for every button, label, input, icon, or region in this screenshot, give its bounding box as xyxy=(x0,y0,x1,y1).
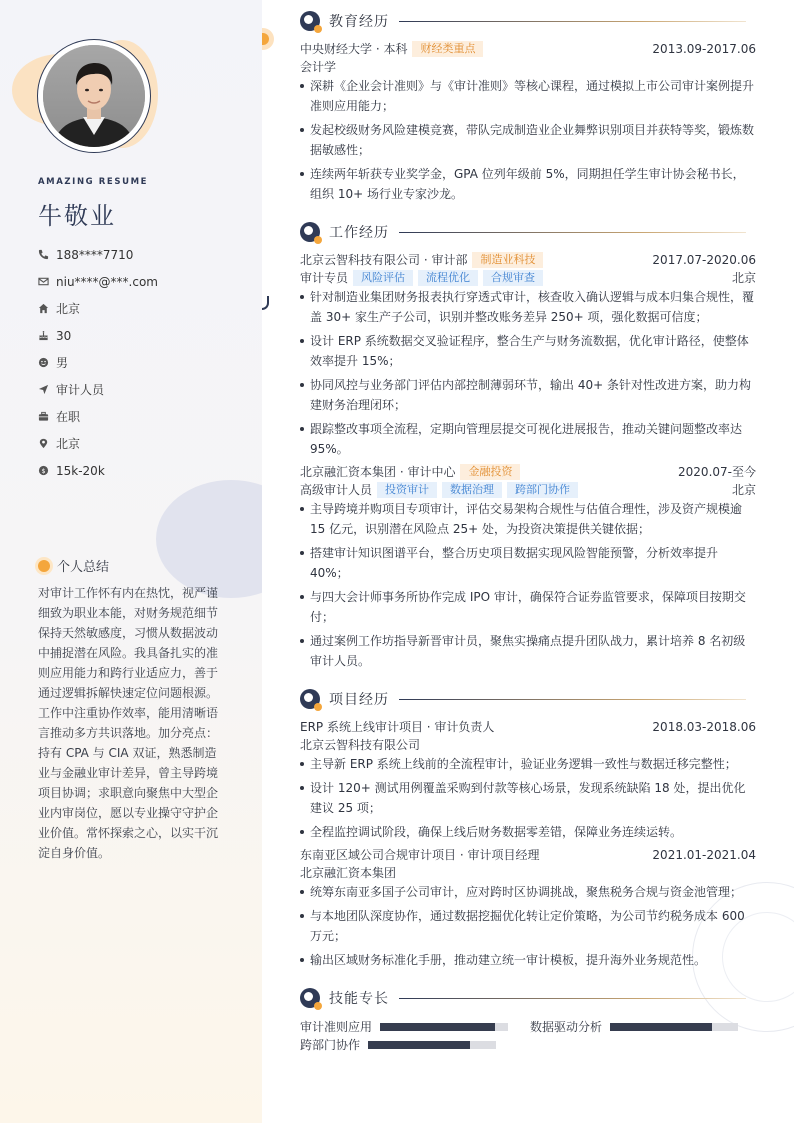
info-text: 北京 xyxy=(56,302,81,316)
job-role: 审计专员 xyxy=(300,271,349,285)
mail-icon xyxy=(38,276,49,287)
send-icon xyxy=(38,384,49,395)
project-row xyxy=(300,846,756,863)
list-item: 与四大会计师事务所协作完成 IPO 审计，确保符合证券监管要求，保障项目按期交付； xyxy=(300,587,756,627)
skill-item xyxy=(300,1036,496,1053)
section-icon xyxy=(300,988,320,1008)
info-location xyxy=(38,430,158,457)
job-tag: 制造业科技 xyxy=(472,252,543,268)
school-tag: 财经类重点 xyxy=(412,41,483,57)
project-name: 东南亚区域公司合规审计项目 · 审计项目经理 xyxy=(300,848,540,862)
list-item: 主导新 ERP 系统上线前的全流程审计，验证业务逻辑一致性与数据迁移完整性； xyxy=(300,754,756,774)
info-text: 审计人员 xyxy=(56,383,105,397)
job-role-row xyxy=(300,269,756,286)
info-status xyxy=(38,403,158,430)
summary-text: 对审计工作怀有内在热忱，视严谨细致为职业本能，对财务规范细节保持天然敏感度，习惯从数据波动中捕捉潜在风险。我具备扎实的准则应用能力和跨行业适应力，善于通过逻辑拆解快速定位问题根源。工作中注重协作效率，能用清晰语言推动多方共识落地。加分亮点：持有 CPA 与 CIA 双证，熟悉制造业与金融业审计差异，曾主导跨境项目协调；求职意向聚焦中大型企业内审岗位，愿以专业操守守护企业价值。常怀探索之心，以实干沉淀自身价值。 xyxy=(38,586,219,860)
decor-blob xyxy=(156,480,262,598)
sidebar xyxy=(0,0,262,1123)
info-text: niu****@***.com xyxy=(56,274,158,289)
job-role: 高级审计人员 xyxy=(300,483,373,497)
skill-bar-fill xyxy=(610,1023,712,1031)
skill-bar xyxy=(368,1041,496,1049)
section-icon xyxy=(300,689,320,709)
decor-arc xyxy=(262,296,269,310)
section-work-header xyxy=(300,222,746,242)
summary-heading xyxy=(38,556,109,575)
info-gender xyxy=(38,349,158,376)
job-tag: 金融投资 xyxy=(460,464,520,480)
skill-item xyxy=(300,1018,508,1035)
section-projects-header xyxy=(300,689,746,709)
project-period: 2021.01-2021.04 xyxy=(652,847,756,862)
project-row xyxy=(300,718,756,735)
section-icon xyxy=(300,222,320,242)
resume-tagline: AMAZING RESUME xyxy=(38,177,149,187)
money-icon xyxy=(38,465,49,476)
job-city: 北京 xyxy=(731,483,756,497)
section-skills-header xyxy=(300,988,746,1008)
list-item: 与本地团队深度协作，通过数据挖掘优化转让定价策略，为公司节约税务成本 600 万元； xyxy=(300,906,756,946)
section-divider xyxy=(399,699,746,700)
list-item: 主导跨境并购项目专项审计，评估交易架构合规性与估值合理性，涉及资产规模逾 15 亿元，识别潜在风险点 25+ 处，为投资决策提供关键依据； xyxy=(300,499,756,539)
skill-name: 审计准则应用 xyxy=(300,1020,373,1034)
avatar xyxy=(43,45,145,147)
skill-tag: 数据治理 xyxy=(442,482,502,498)
skill-tag: 投资审计 xyxy=(377,482,437,498)
job-bullets xyxy=(300,287,756,463)
list-item: 设计 ERP 系统数据交叉验证程序，整合生产与财务流数据，优化审计路径，使整体效率提升 15%； xyxy=(300,331,756,371)
list-item: 统筹东南亚多国子公司审计，应对跨时区协调挑战，聚焦税务合规与资金池管理； xyxy=(300,882,756,902)
skill-bar xyxy=(380,1023,508,1031)
info-text: 北京 xyxy=(56,437,81,451)
project-bullets xyxy=(300,882,756,974)
job-company: 北京云智科技有限公司 · 审计部 xyxy=(300,253,468,267)
contact-info-list xyxy=(38,241,158,484)
home-icon xyxy=(38,303,49,314)
skill-tag: 合规审查 xyxy=(483,270,543,286)
list-item: 设计 120+ 测试用例覆盖采购到付款等核心场景，发现系统缺陷 18 处，提出优化建议 25 项； xyxy=(300,778,756,818)
section-title: 项目经历 xyxy=(329,692,389,708)
education-period: 2013.09-2017.06 xyxy=(652,41,756,56)
info-position xyxy=(38,376,158,403)
skill-tag: 流程优化 xyxy=(418,270,478,286)
list-item: 连续两年斩获专业奖学金，GPA 位列年级前 5%，同期担任学生审计协会秘书长，组织 10+ 场行业专家沙龙。 xyxy=(300,164,756,204)
education-major: 会计学 xyxy=(300,60,337,74)
list-item: 深耕《企业会计准则》与《审计准则》等核心课程，通过模拟上市公司审计案例提升准则应用能力； xyxy=(300,76,756,116)
info-age xyxy=(38,322,158,349)
skill-tag: 跨部门协作 xyxy=(507,482,578,498)
skill-name: 跨部门协作 xyxy=(300,1038,361,1052)
list-item: 协同风控与业务部门评估内部控制薄弱环节，输出 40+ 条针对性改进方案，助力构建财务治理闭环； xyxy=(300,375,756,415)
info-home xyxy=(38,295,158,322)
project-org-row xyxy=(300,736,756,753)
section-title: 技能专长 xyxy=(329,991,389,1007)
job-bullets xyxy=(300,499,756,675)
list-item: 搭建审计知识图谱平台，整合历史项目数据实现风险智能预警，分析效率提升 40%； xyxy=(300,543,756,583)
education-major-row xyxy=(300,58,756,75)
info-text: 188****7710 xyxy=(56,247,134,262)
skill-tag: 风险评估 xyxy=(353,270,413,286)
summary-title: 个人总结 xyxy=(57,560,110,575)
education-bullets xyxy=(300,76,756,208)
job-city: 北京 xyxy=(731,271,756,285)
list-item: 跟踪整改事项全流程，定期向管理层提交可视化进展报告，推动关键问题整改率达 95%。 xyxy=(300,419,756,459)
education-row xyxy=(300,40,756,57)
skill-bar-fill xyxy=(368,1041,470,1049)
skill-bar xyxy=(610,1023,738,1031)
job-row xyxy=(300,463,756,480)
info-text: 30 xyxy=(56,328,72,343)
info-text: 男 xyxy=(56,356,69,370)
avatar-portrait-icon xyxy=(43,45,145,147)
project-bullets xyxy=(300,754,756,846)
list-item: 输出区域财务标准化手册，推动建立统一审计模板，提升海外业务规范性。 xyxy=(300,950,756,970)
section-title: 教育经历 xyxy=(329,14,389,30)
section-education-header xyxy=(300,11,746,31)
phone-icon xyxy=(38,249,49,260)
info-phone xyxy=(38,241,158,268)
project-name: ERP 系统上线审计项目 · 审计负责人 xyxy=(300,720,495,734)
section-divider xyxy=(399,998,746,999)
list-item: 发起校级财务风险建模竞赛，带队完成制造业企业舞弊识别项目并获特等奖，锻炼数据敏感性； xyxy=(300,120,756,160)
skill-name: 数据驱动分析 xyxy=(530,1020,603,1034)
info-text: 15k-20k xyxy=(56,463,105,478)
school-name: 中央财经大学 · 本科 xyxy=(300,42,408,56)
job-period: 2017.07-2020.06 xyxy=(652,252,756,267)
job-row xyxy=(300,251,756,268)
section-divider xyxy=(399,21,746,22)
project-period: 2018.03-2018.06 xyxy=(652,719,756,734)
list-item: 针对制造业集团财务报表执行穿透式审计，核查收入确认逻辑与成本归集合规性，覆盖 30+ 家生产子公司，识别并整改账务差异 250+ 项，强化数据可信度； xyxy=(300,287,756,327)
cake-icon xyxy=(38,330,49,341)
project-org: 北京融汇资本集团 xyxy=(300,866,397,880)
job-period: 2020.07-至今 xyxy=(678,465,756,479)
project-org-row xyxy=(300,864,756,881)
list-item: 通过案例工作坊指导新晋审计员，聚焦实操痛点提升团队战力，累计培养 8 名初级审计人员。 xyxy=(300,631,756,671)
section-title: 工作经历 xyxy=(329,225,389,241)
list-item: 全程监控调试阶段，确保上线后财务数据零差错，保障业务连续运转。 xyxy=(300,822,756,842)
svg-text:$: $ xyxy=(41,466,46,475)
info-email xyxy=(38,268,158,295)
candidate-name: 牛敬业 xyxy=(38,202,116,230)
skill-item xyxy=(530,1018,738,1035)
briefcase-icon xyxy=(38,411,49,422)
section-divider xyxy=(399,232,746,233)
gender-icon xyxy=(38,357,49,368)
info-salary xyxy=(38,457,158,484)
skill-bar-fill xyxy=(380,1023,495,1031)
location-icon xyxy=(38,438,49,449)
info-text: 在职 xyxy=(56,410,81,424)
job-role-row xyxy=(300,481,756,498)
job-company: 北京融汇资本集团 · 审计中心 xyxy=(300,465,456,479)
project-org: 北京云智科技有限公司 xyxy=(300,738,421,752)
section-icon xyxy=(300,11,320,31)
summary-dot-icon xyxy=(38,560,50,572)
